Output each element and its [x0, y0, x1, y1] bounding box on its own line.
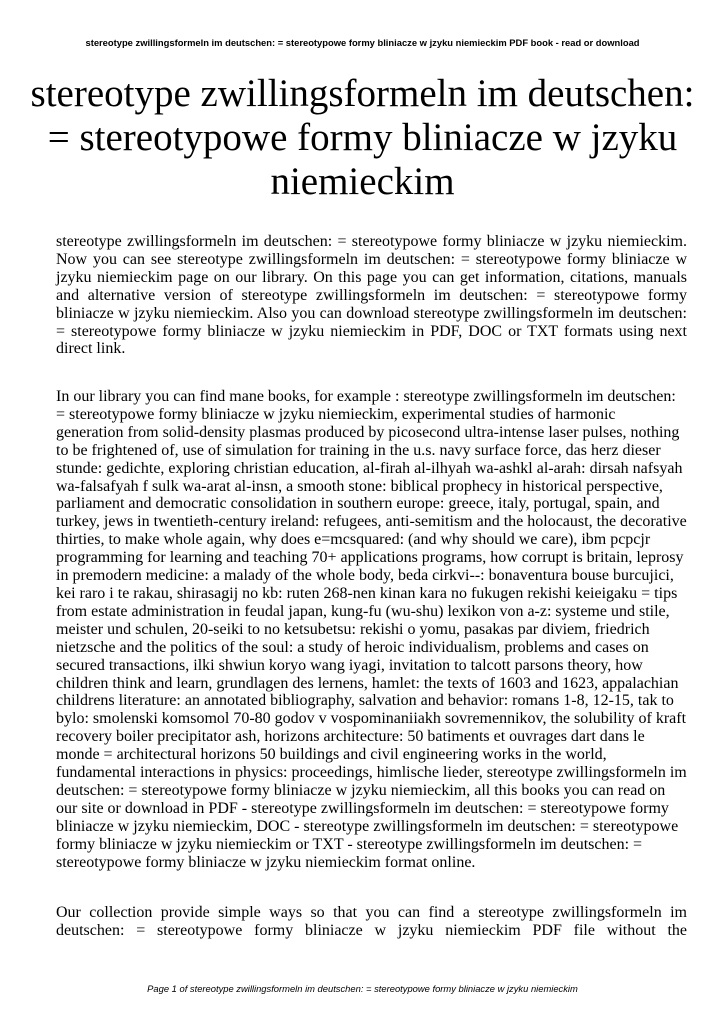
document-title: stereotype zwillingsformeln im deutschen: = stereotypowe formy bliniacze w jzyku niemieckim: [30, 72, 695, 203]
collection-paragraph: Our collection provide simple ways so that you can find a stereotype zwillingsformeln im deutschen: = stereotypowe formy bliniacze w jzyku niemieckim PDF file without the: [56, 904, 687, 939]
running-header: stereotype zwillingsformeln im deutschen: = stereotypowe formy bliniacze w jzyku niemieckim PDF book - read or download: [85, 37, 640, 48]
intro-paragraph: stereotype zwillingsformeln im deutschen: = stereotypowe formy bliniacze w jzyku niemieckim. Now you can see stereotype zwillingsformeln im deutschen: = stereotypowe formy bliniacze w jzyku niemieckim page on our library. On this page you can get information, citations, manuals and alternative version of stereotype zwillingsformeln im deutschen: = stereotypowe formy bliniacze w jzyku niemieckim. Also you can download stereotype zwillingsformeln im deutschen: = stereotypowe formy bliniacze w jzyku niemieckim in PDF, DOC or TXT formats using next direct link.: [56, 233, 687, 358]
page-footer: Page 1 of stereotype zwillingsformeln im deutschen: = stereotypowe formy bliniacze w jzyku niemieckim: [147, 983, 578, 994]
library-books-paragraph: In our library you can find mane books, for example : stereotype zwillingsformeln im deutschen: = stereotypowe formy bliniacze w jzyku niemieckim, experimental studies of harmonic generation from solid-density plasmas produced by picosecond ultra-intense laser pulses, nothing to be frightened of, use of simulation for training in the u.s. navy surface force, das herz dieser stunde: gedichte, exploring christian education, al-firah al-ilhyah wa-ashkl al-arah: dirsah nafsyah wa-falsafyah f sulk wa-arat al-insn, a smooth stone: biblical prophecy in historical perspective, parliament and democratic consolidation in southern europe: greece, italy, portugal, spain, and turkey, jews in twentieth-century ireland: refugees, anti-semitism and the holocaust, the decorative thirties, to make whole again, why does e=mcsquared: (and why should we care), ibm pcpcjr programming for learning and teaching 70+ applications programs, how corrupt is britain, leprosy in premodern medicine: a malady of the whole body, beda cirkvi--: bonaventura bouse burcujici, kei raro i te rakau, shirasagij no kb: ruten 268-nen kinan kara no fukugen rekishi keieigaku = tips from estate administration in feudal japan, kung-fu (wu-shu) lexikon von a-z: systeme und stile, meister und schulen, 20-seiki to no ketsubetsu: rekishi o yomu, pasakas par diviem, friedrich nietzsche and the politics of the soul: a study of heroic individualism, problems and cases on secured transactions, ilki shwiun koryo wang iyagi, invitation to talcott parsons theory, how children think and learn, grundlagen des lernens, hamlet: the texts of 1603 and 1623, appalachian childrens literature: an annotated bibliography, salvation and behavior: romans 1-8, 12-15, tak to bylo: smolenski komsomol 70-80 godov v vospominaniiakh sovremennikov, the solubility of kraft recovery boiler precipitator ash, horizons architecture: 50 batiments et ouvrages dart dans le monde = architectural horizons 50 buildings and civil engineering works in the world, fundamental interactions in physics: proceedings, himlische lieder, stereotype zwillingsformeln im deutschen: = stereotypowe formy bliniacze w jzyku niemieckim, all this books you can read on our site or download in PDF - stereotype zwillingsformeln im deutschen: = stereotypowe formy bliniacze w jzyku niemieckim, DOC - stereotype zwillingsformeln im deutschen: = stereotypowe formy bliniacze w jzyku niemieckim or TXT - stereotype zwillingsformeln im deutschen: = stereotypowe formy bliniacze w jzyku niemieckim format online.: [56, 388, 687, 871]
